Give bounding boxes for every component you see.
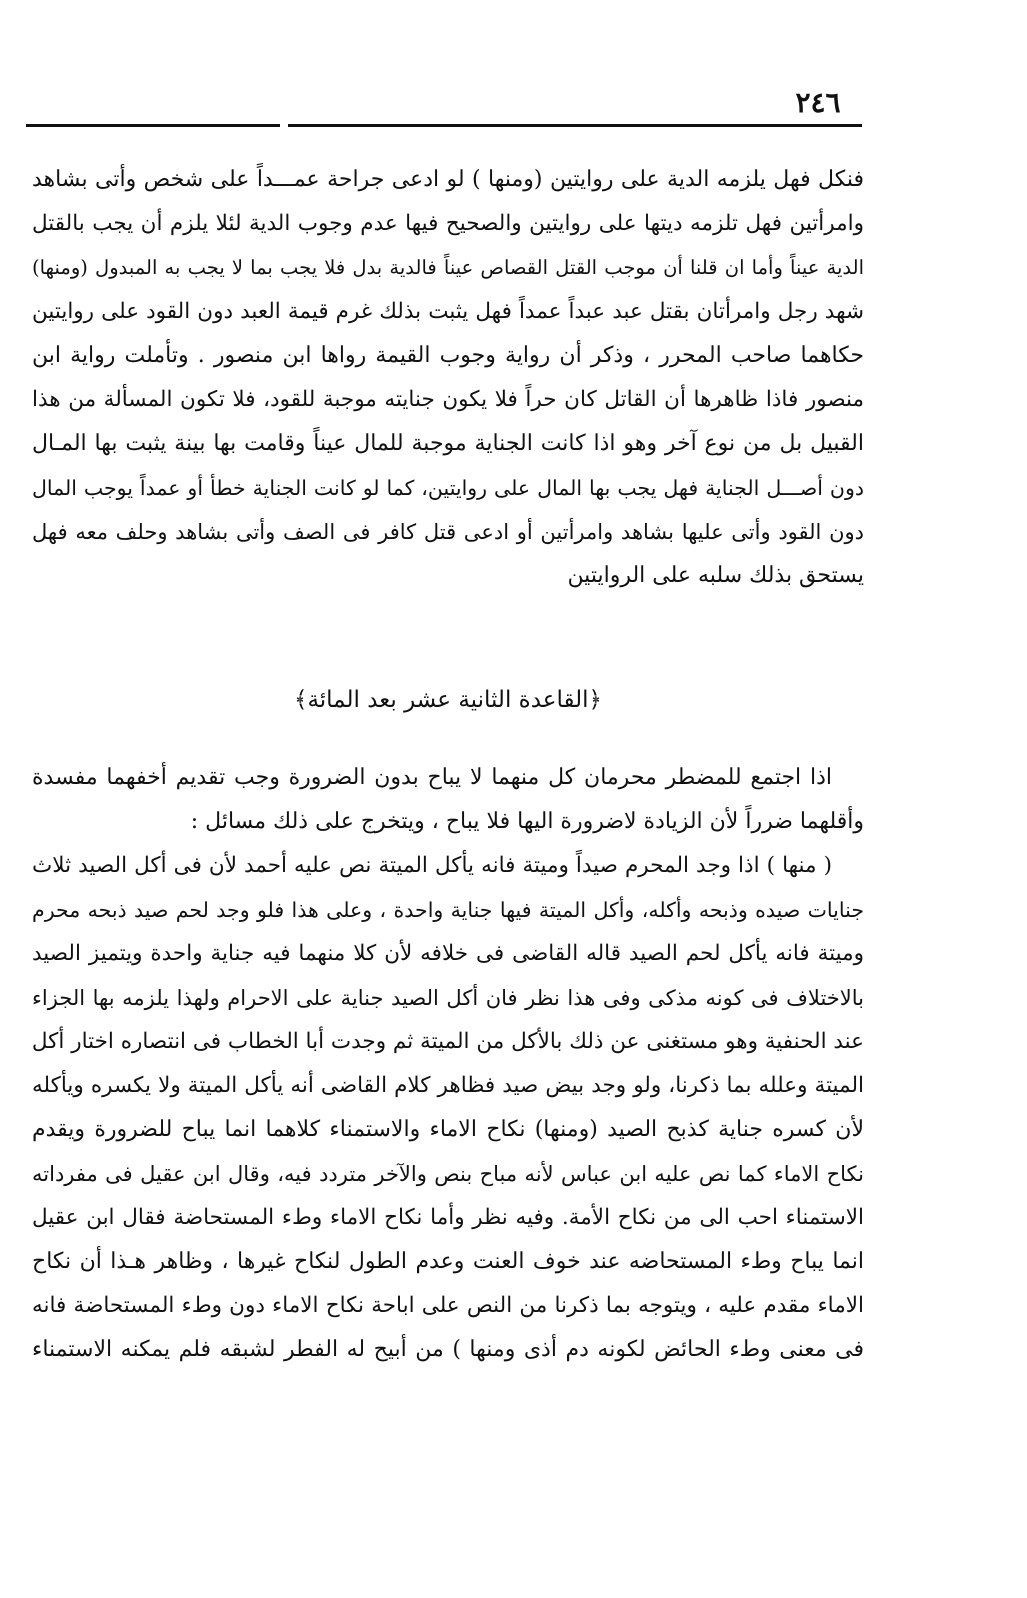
text-line: فى معنى وطء الحائض لكونه دم أذى ومنها ) من أبيح له الفطر لشبقه فلم يمكنه الاستمناء xyxy=(32,1337,864,1362)
text-line: الاستمناء احب الى من نكاح الأمة. وفيه نظر وأما نكاح الاماء وطء المستحاضة فقال ابن عقيل xyxy=(32,1205,864,1230)
header-rule-left xyxy=(26,124,280,127)
text-line: القبيل بل من نوع آخر وهو اذا كانت الجناية موجبة للمال عيناً وقامت بها بينة يثبت بها المـال xyxy=(32,431,864,456)
text-line: وأقلهما ضرراً لأن الزيادة لاضرورة اليها فلا يباح ، ويتخرج على ذلك مسائل : xyxy=(190,809,864,834)
text-line: يستحق بذلك سلبه على الروايتين xyxy=(567,563,864,588)
text-line: دون أصـــل الجناية فهل يجب بها المال على روايتين، كما لو كانت الجناية خطأ أو عمداً يوجب المال xyxy=(32,476,864,500)
text-line: الميتة وعلله بما ذكرنا، ولو وجد بيض صيد فظاهر كلام القاضى أنه يأكل الميتة ولا يكسره ويأكله xyxy=(32,1073,864,1098)
text-line: لأن كسره جناية كذبح الصيد (ومنها) نكاح الاماء والاستمناء كلاهما انما يباح للضرورة ويقدم xyxy=(32,1117,864,1142)
text-line: منصور فاذا ظاهرها أن القاتل كان حراً فلا يكون جنايته موجبة للقود، فلا تكون المسألة من هذا xyxy=(32,387,864,412)
text-line: نكاح الاماء كما نص عليه ابن عباس لأنه مباح بنص والآخر متردد فيه، وقال ابن عقيل فى مفرداته xyxy=(32,1162,864,1186)
text-line: وامرأتين فهل تلزمه ديتها على روايتين والصحيح فيها عدم وجوب الدية لئلا يلزم أن يجب بالقتل xyxy=(32,211,864,236)
text-line: اذا اجتمع للمضطر محرمان كل منهما لا يباح بدون الضرورة وجب تقديم أخفهما مفسدة xyxy=(32,765,832,790)
text-line: الدية عيناً وأما ان قلنا أن موجب القتل القصاص عيناً فالدية بدل فلا يجب بما لا يجب به المبدول (ومنها) xyxy=(32,256,864,279)
text-line: شهد رجل وامرأتان بقتل عبد عبداً عمداً فهل يثبت بذلك غرم قيمة العبد دون القود على روايتين xyxy=(32,299,864,324)
text-line: انما يباح وطء المستحاضه عند خوف العنت وعدم الطول لنكاح غيرها ، وظاهر هـذا أن نكاح xyxy=(32,1249,864,1274)
paragraph-1 xyxy=(32,158,864,598)
text-line: دون القود وأتى عليها بشاهد وامرأتين أو ادعى قتل كافر فى الصف وأتى بشاهد وحلف معه فهل xyxy=(32,520,864,544)
text-line: جنايات صيده وذبحه وأكله، وأكل الميتة فيها جناية واحدة ، وعلى هذا فلو وجد لحم صيد ذبحه محرم xyxy=(32,898,864,922)
page-number: ٢٤٦ xyxy=(795,86,841,119)
text-line: ( منها ) اذا وجد المحرم صيداً وميتة فانه يأكل الميتة نص عليه أحمد لأن فى أكل الصيد ثلاث xyxy=(32,853,832,878)
text-line: وميتة فانه يأكل لحم الصيد قاله القاضى فى خلافه لأن كلا منهما فيه جناية واحدة ويتميز الصيد xyxy=(32,941,864,966)
text-line: عند الحنفية وهو مستغنى عن ذلك بالأكل من الميتة ثم وجدت أبا الخطاب فى انتصاره اختار أكل xyxy=(32,1029,864,1054)
section-heading: ﴿القاعدة الثانية عشر بعد المائة﴾ xyxy=(293,687,603,713)
text-line: فنكل فهل يلزمه الدية على روايتين (ومنها ) لو ادعى جراحة عمـــداً على شخص وأتى بشاهد xyxy=(32,167,864,192)
paragraph-2 xyxy=(32,756,864,1372)
text-line: حكاهما صاحب المحرر ، وذكر أن رواية وجوب القيمة رواها ابن منصور . وتأملت رواية ابن xyxy=(32,343,864,368)
header-rule-right xyxy=(288,124,862,127)
text-line: الاماء مقدم عليه ، ويتوجه بما ذكرنا من النص على اباحة نكاح الاماء دون وطء المستحاضة فانه xyxy=(32,1293,864,1318)
text-line: بالاختلاف فى كونه مذكى وفى هذا نظر فان أكل الصيد جناية على الاحرام ولهذا يلزمه بها الجزاء xyxy=(32,986,864,1010)
